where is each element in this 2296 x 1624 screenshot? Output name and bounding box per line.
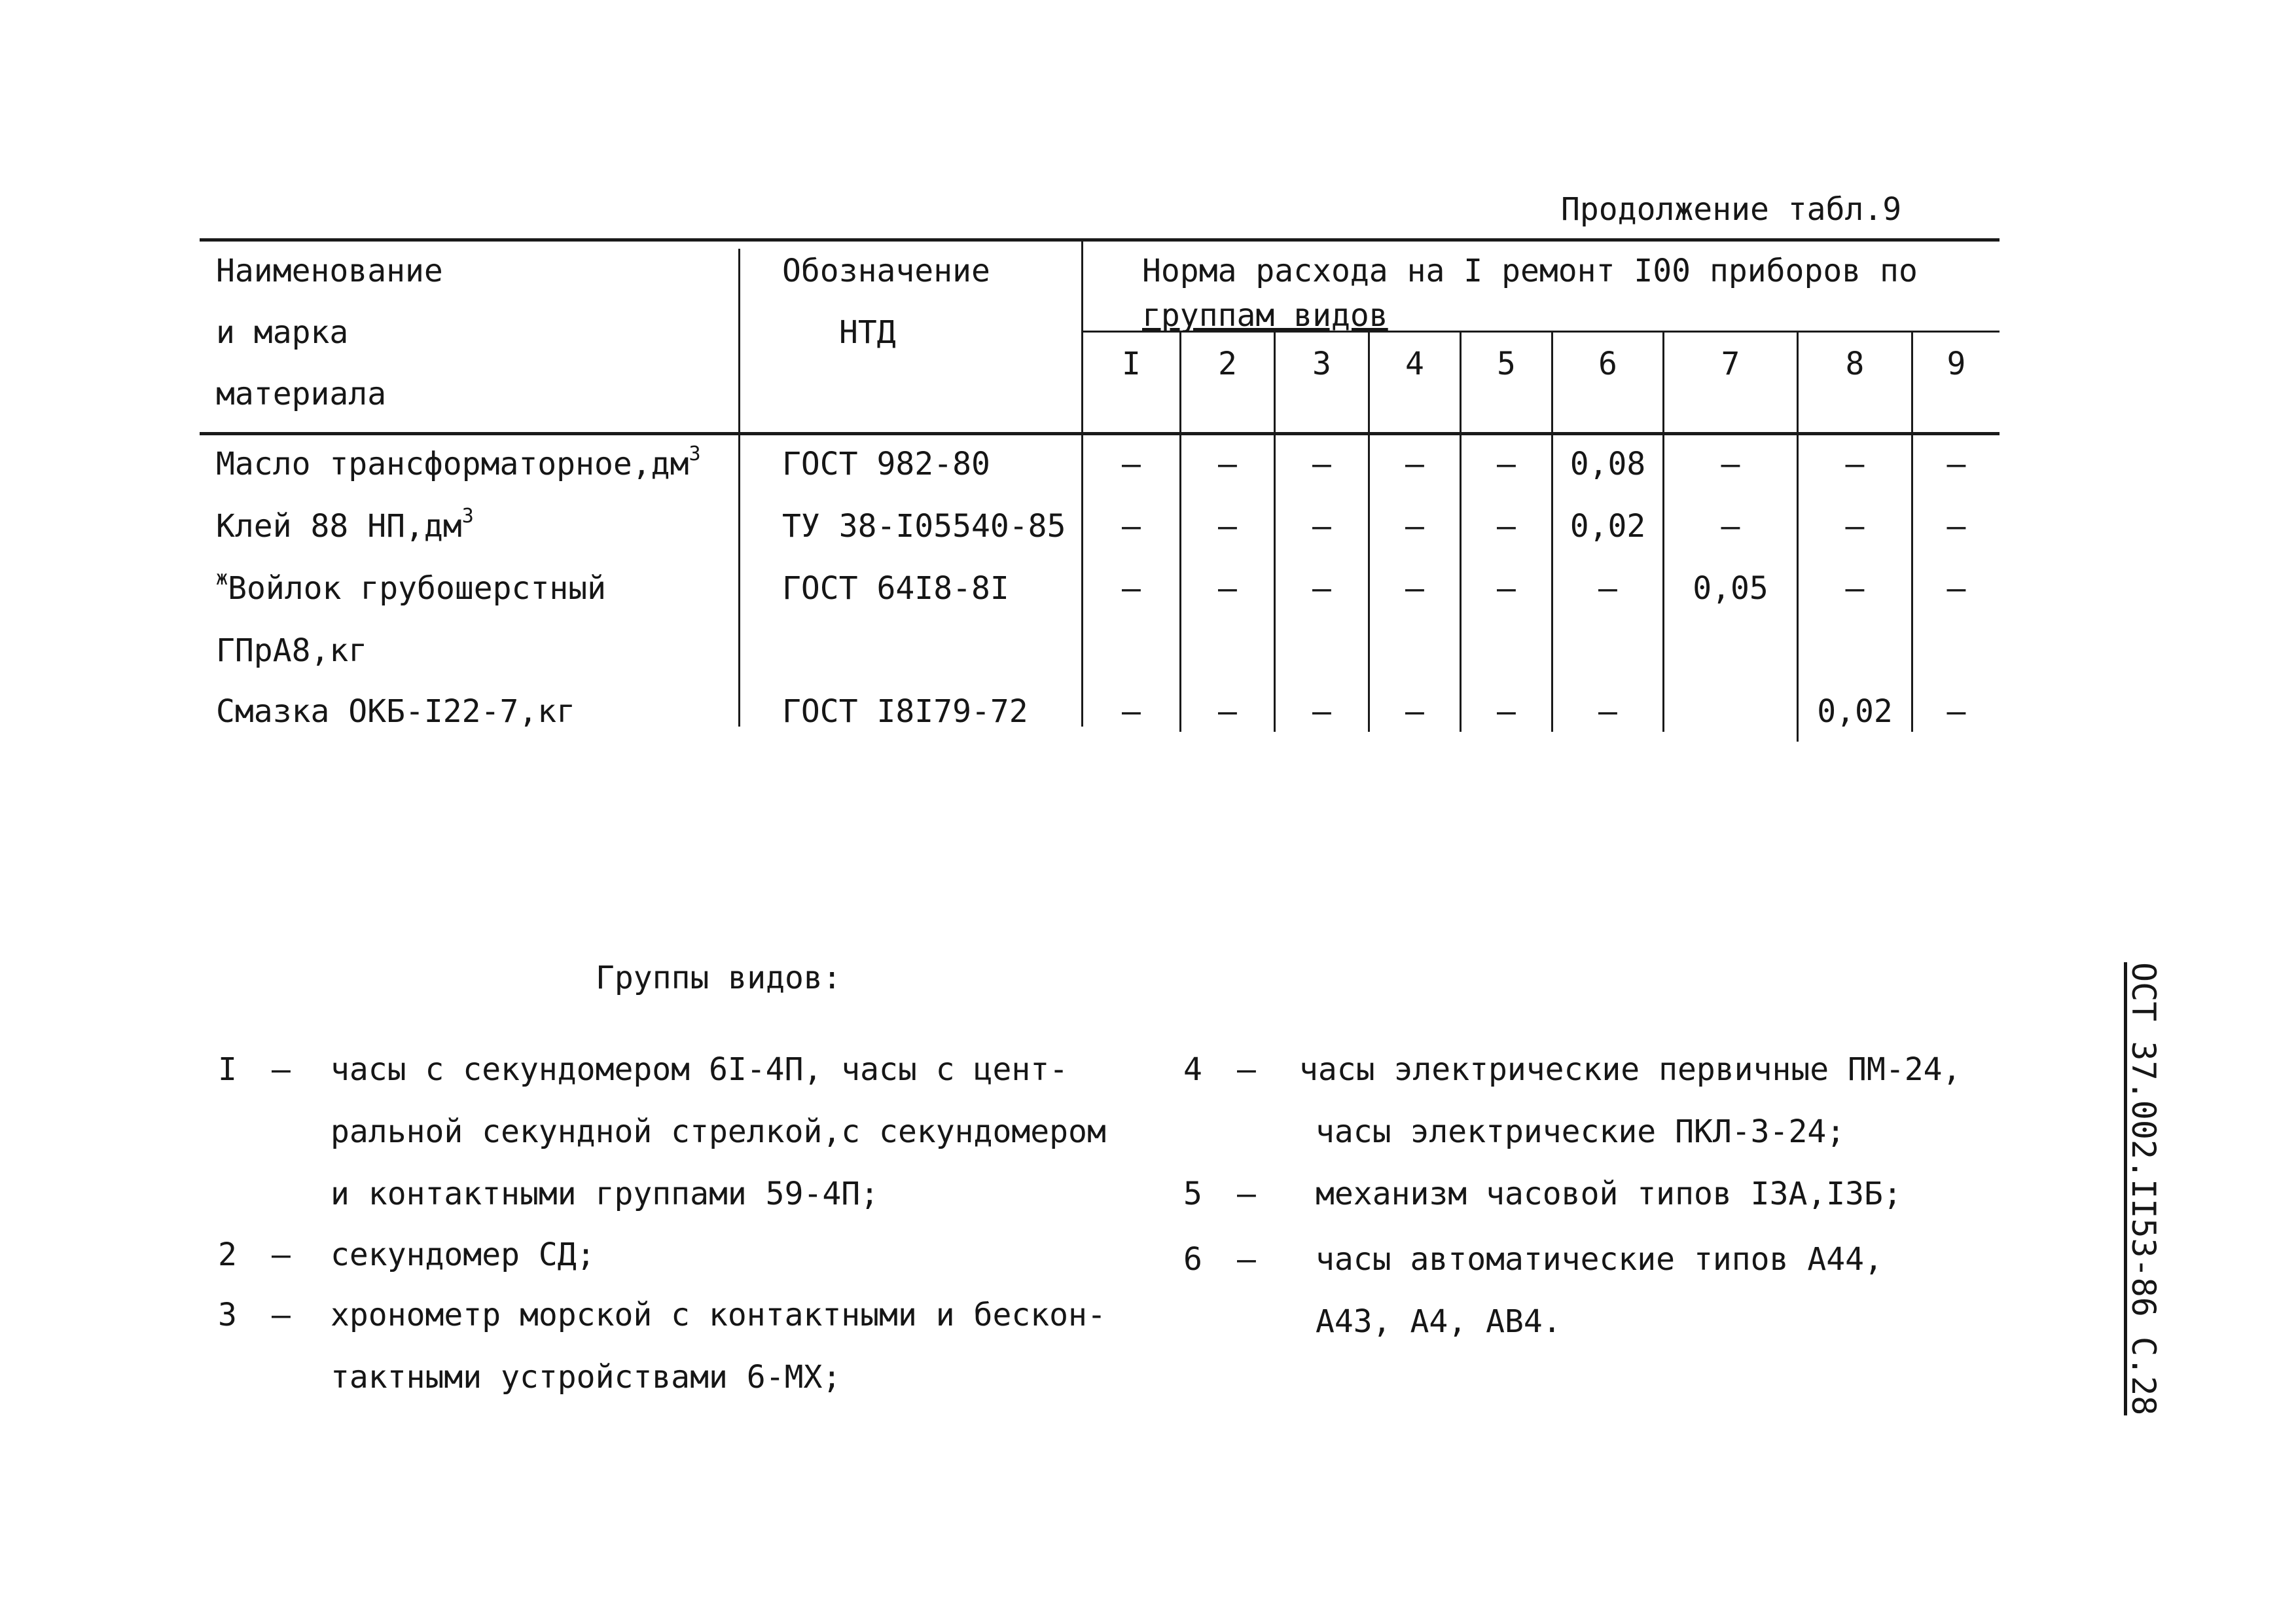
header-ntd-line1: Обозначение xyxy=(782,253,990,289)
group-header-1: I xyxy=(1122,346,1141,382)
row-5-g1: – xyxy=(1122,693,1141,730)
row-3-ntd: ГОСТ 64I8-8I xyxy=(782,570,1009,607)
row-2-g5: – xyxy=(1497,508,1516,545)
table-header-bottom-rule xyxy=(200,432,2000,435)
row-5-g4: – xyxy=(1405,693,1424,730)
row-5-name: Смазка ОКБ-I22-7,кг xyxy=(216,693,576,730)
legend-4-num: 4 xyxy=(1183,1051,1202,1088)
header-name-line1: Наименование xyxy=(216,253,443,289)
row-1-g3: – xyxy=(1312,446,1331,482)
legend-3-line1: хронометр морской с контактными и бескон- xyxy=(331,1297,1106,1333)
row-3-g1: – xyxy=(1122,570,1141,607)
legend-2-num: 2 xyxy=(218,1236,237,1273)
legend-3-line2: тактными устройствами 6-МХ; xyxy=(331,1359,842,1396)
row-2-g7: – xyxy=(1721,508,1740,545)
legend-5-dash: – xyxy=(1237,1176,1256,1212)
header-name-line2: и марка xyxy=(216,314,349,351)
col-divider-name xyxy=(738,249,740,727)
legend-title: Группы видов: xyxy=(596,960,842,996)
row-2-g6: 0,02 xyxy=(1570,508,1646,545)
row-1-g9: – xyxy=(1946,446,1966,482)
row-1-g2: – xyxy=(1218,446,1237,482)
legend-1-line3: и контактными группами 59-4П; xyxy=(331,1176,880,1212)
legend-2-dash: – xyxy=(272,1236,291,1273)
row-5-g8: 0,02 xyxy=(1817,693,1893,730)
group-header-5: 5 xyxy=(1497,346,1516,382)
row-2-ntd: ТУ 38-I05540-85 xyxy=(782,508,1066,545)
legend-4-dash: – xyxy=(1237,1051,1256,1088)
legend-5-num: 5 xyxy=(1183,1176,1202,1212)
legend-2-line1: секундомер СД; xyxy=(331,1236,596,1273)
row-4-name: ГПрА8,кг xyxy=(216,632,368,669)
row-5-g9: – xyxy=(1946,693,1966,730)
row-3-g3: – xyxy=(1312,570,1331,607)
group-header-4: 4 xyxy=(1405,346,1424,382)
row-1-g8: – xyxy=(1845,446,1865,482)
legend-1-line1: часы с секундомером 6I-4П, часы с цент- xyxy=(331,1051,1069,1088)
legend-6-line2: А43, А4, АВ4. xyxy=(1316,1303,1562,1340)
header-name-line3: материала xyxy=(216,376,387,412)
legend-6-line1: часы автоматические типов А44, xyxy=(1316,1241,1883,1278)
footnote-mark: ж xyxy=(216,567,228,590)
row-1-g6: 0,08 xyxy=(1570,446,1646,482)
row-5-g2: – xyxy=(1218,693,1237,730)
row-3-g8: – xyxy=(1845,570,1865,607)
row-1-name: Масло $трансформаторное,дм^3$ xyxy=(216,442,701,482)
header-norm-line1: Норма расхода на I ремонт I00 приборов по xyxy=(1142,253,1918,289)
row-5-g6: – xyxy=(1598,693,1617,730)
row-3-name: $^ж$Войлок грубошерстный xyxy=(216,567,607,607)
row-2-name: Клей 88 $НП,дм^3$ xyxy=(216,505,474,545)
group-header-2: 2 xyxy=(1218,346,1237,382)
legend-6-dash: – xyxy=(1237,1241,1256,1278)
legend-4-line1: часы электрические первичные ПМ-24, xyxy=(1299,1051,1962,1088)
row-5-ntd: ГОСТ I8I79-72 xyxy=(782,693,1028,730)
legend-1-line2: ральной секундной стрелкой,с секундомером xyxy=(331,1113,1106,1150)
row-2-g9: – xyxy=(1946,508,1966,545)
row-2-g2: – xyxy=(1218,508,1237,545)
row-3-g6: – xyxy=(1598,570,1617,607)
row-3-g4: – xyxy=(1405,570,1424,607)
document-stamp xyxy=(2121,962,2173,1447)
row-5-g5: – xyxy=(1497,693,1516,730)
row-1-ntd: ГОСТ 982-80 xyxy=(782,446,990,482)
group-header-6: 6 xyxy=(1598,346,1617,382)
group-header-3: 3 xyxy=(1312,346,1331,382)
row-3-g9: – xyxy=(1946,570,1966,607)
row-1-g5: – xyxy=(1497,446,1516,482)
legend-1-num: I xyxy=(218,1051,237,1088)
legend-5-line1: механизм часовой типов I3А,I3Б; xyxy=(1316,1176,1902,1212)
row-3-g2: – xyxy=(1218,570,1237,607)
table-caption: Продолжение табл.9 xyxy=(1561,191,1902,228)
col-divider-ntd xyxy=(1081,238,1083,727)
header-ntd-line2: НТД xyxy=(839,314,896,351)
row-3-g7: 0,05 xyxy=(1693,570,1768,607)
row-1-g1: – xyxy=(1122,446,1141,482)
legend-3-dash: – xyxy=(272,1297,291,1333)
row-5-g3: – xyxy=(1312,693,1331,730)
group-header-7: 7 xyxy=(1721,346,1740,382)
document-stamp-text: ОСТ 37.002.II53-86 С.28 xyxy=(2125,962,2162,1416)
header-norm-line2: группам видов xyxy=(1142,297,1388,334)
table-top-rule xyxy=(200,238,2000,242)
legend-4-line2: часы электрические ПКЛ-3-24; xyxy=(1316,1113,1846,1150)
legend-6-num: 6 xyxy=(1183,1241,1202,1278)
group-header-9: 9 xyxy=(1946,346,1966,382)
row-2-g1: – xyxy=(1122,508,1141,545)
legend-3-num: 3 xyxy=(218,1297,237,1333)
legend-1-dash: – xyxy=(272,1051,291,1088)
row-1-g4: – xyxy=(1405,446,1424,482)
row-2-g4: – xyxy=(1405,508,1424,545)
row-3-g5: – xyxy=(1497,570,1516,607)
row-2-g3: – xyxy=(1312,508,1331,545)
row-2-g8: – xyxy=(1845,508,1865,545)
group-header-8: 8 xyxy=(1845,346,1865,382)
row-1-g7: – xyxy=(1721,446,1740,482)
